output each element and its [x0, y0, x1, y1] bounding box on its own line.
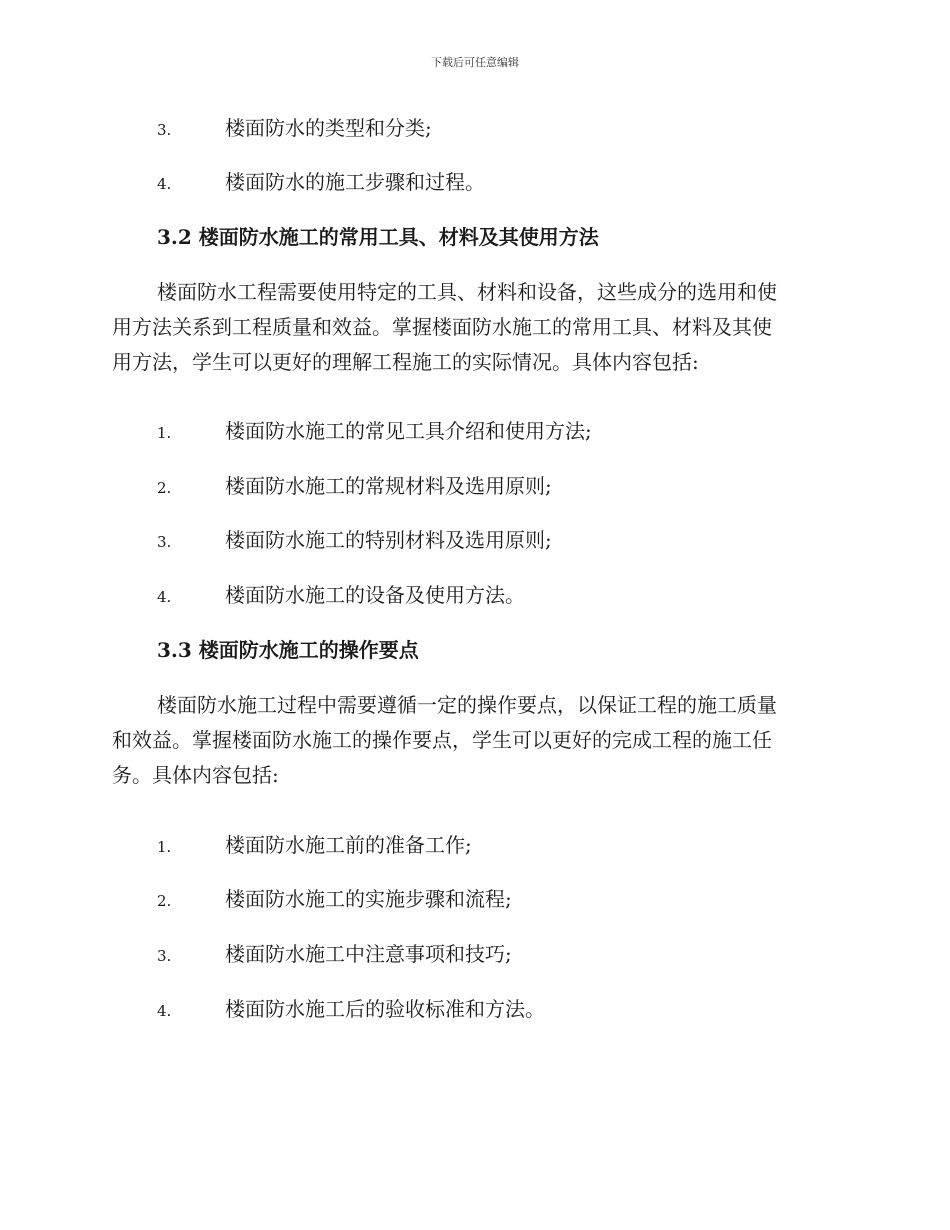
list-number: 2.	[157, 479, 172, 497]
list-number: 1.	[157, 838, 172, 856]
paragraph-line: 用方法关系到工程质量和效益。掌握楼面防水施工的常用工具、材料及其使	[112, 315, 772, 339]
list-number: 4.	[157, 175, 172, 193]
list-text: 楼面防水施工后的验收标准和方法。	[225, 997, 545, 1021]
list-number: 4.	[157, 1002, 172, 1020]
list-number: 3.	[157, 533, 172, 551]
list-number: 2.	[157, 892, 172, 910]
section-heading-3-3: 3.3 楼面防水施工的操作要点	[157, 638, 419, 662]
list-item	[157, 830, 472, 860]
list-number: 4.	[157, 588, 172, 606]
paragraph-line: 务。具体内容包括:	[112, 763, 279, 787]
list-number: 1.	[157, 424, 172, 442]
section-heading-3-2: 3.2 楼面防水施工的常用工具、材料及其使用方法	[157, 225, 599, 249]
paragraph-line: 用方法，学生可以更好的理解工程施工的实际情况。具体内容包括:	[112, 350, 699, 374]
list-number: 3.	[157, 121, 172, 139]
header-note: 下载后可任意编辑	[431, 56, 519, 69]
list-number: 3.	[157, 947, 172, 965]
list-text: 楼面防水施工的实施步骤和流程;	[225, 887, 512, 911]
paragraph-line: 楼面防水施工过程中需要遵循一定的操作要点，以保证工程的施工质量	[157, 693, 777, 717]
section-3-3-paragraph	[112, 688, 832, 793]
paragraph-line: 楼面防水工程需要使用特定的工具、材料和设备，这些成分的选用和使	[157, 280, 777, 304]
paragraph-line: 和效益。掌握楼面防水施工的操作要点，学生可以更好的完成工程的施工任	[112, 728, 772, 752]
list-text: 楼面防水施工的常见工具介绍和使用方法;	[225, 419, 592, 443]
list-text: 楼面防水施工的常规材料及选用原则;	[225, 474, 552, 498]
list-item	[157, 525, 552, 555]
list-item	[157, 113, 432, 143]
list-item	[157, 416, 592, 446]
list-text: 楼面防水施工的设备及使用方法。	[225, 583, 525, 607]
list-text: 楼面防水的类型和分类;	[225, 116, 432, 140]
list-item	[157, 994, 545, 1024]
list-item	[157, 471, 552, 501]
list-item	[157, 939, 512, 969]
list-item	[157, 884, 512, 914]
list-text: 楼面防水施工前的准备工作;	[225, 833, 472, 857]
list-item	[157, 167, 485, 197]
section-3-2-paragraph	[112, 275, 832, 380]
list-item	[157, 580, 525, 610]
list-text: 楼面防水施工的特别材料及选用原则;	[225, 528, 552, 552]
list-text: 楼面防水施工中注意事项和技巧;	[225, 942, 512, 966]
list-text: 楼面防水的施工步骤和过程。	[225, 170, 485, 194]
